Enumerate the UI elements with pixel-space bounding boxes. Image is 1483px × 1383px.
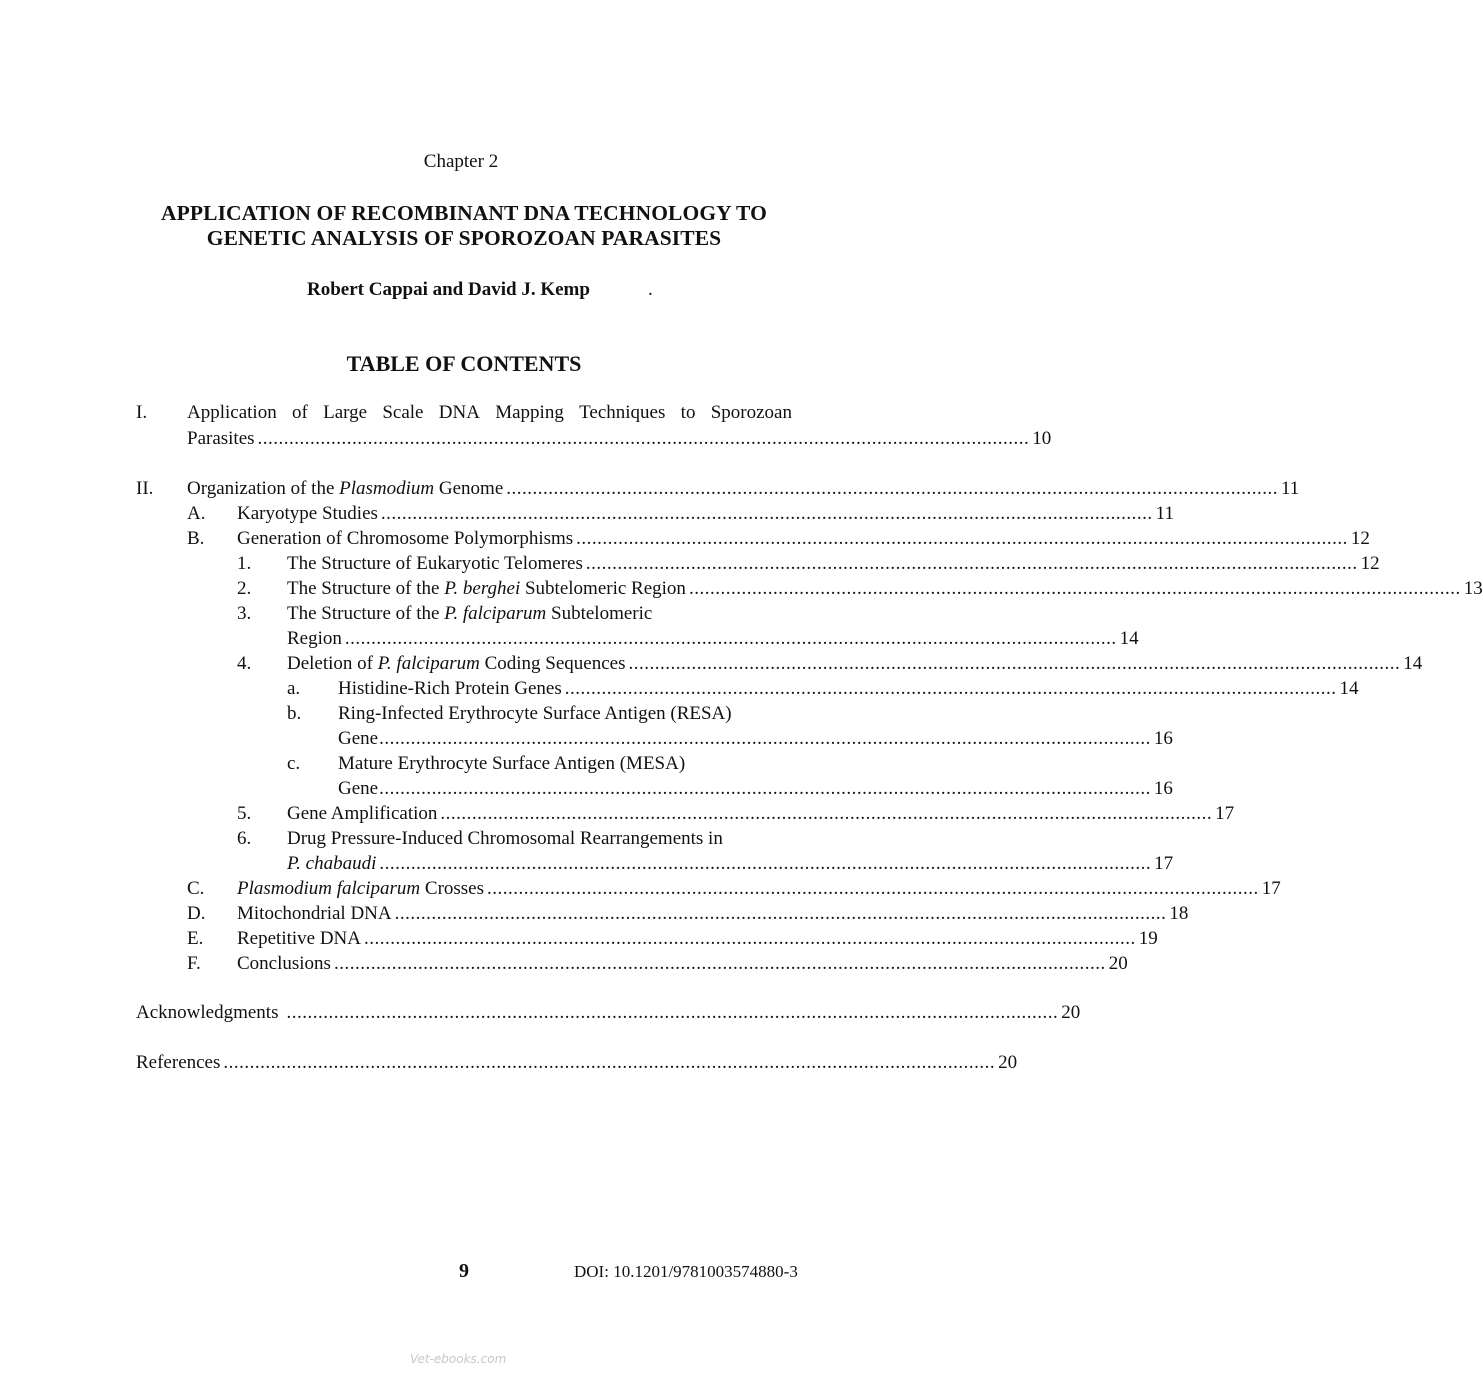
toc-entry-B4 xyxy=(237,651,1423,676)
watermark: Vet-ebooks.com xyxy=(410,1352,507,1366)
toc-text: Deletion of P. falciparum Coding Sequences xyxy=(287,653,626,674)
toc-number: B. xyxy=(187,528,205,549)
toc-text: Repetitive DNA xyxy=(237,928,362,949)
toc-entry-E xyxy=(187,926,1158,951)
toc-page: 16 xyxy=(1153,778,1173,799)
toc-page: 20 xyxy=(1061,1002,1081,1023)
leader-dots: ................................................................................................................................................... xyxy=(688,578,1461,599)
toc-number: 3. xyxy=(237,603,252,624)
toc-number: C. xyxy=(187,878,205,899)
toc-entry-B2 xyxy=(237,576,1483,601)
toc-text: Parasites xyxy=(187,428,255,449)
toc-number: II. xyxy=(136,478,154,499)
toc-number: 4. xyxy=(237,653,252,674)
toc-number: 2. xyxy=(237,578,252,599)
chapter-title-line2: GENETIC ANALYSIS OF SPOROZOAN PARASITES xyxy=(206,226,722,250)
toc-text: Drug Pressure-Induced Chromosomal Rearrangements in xyxy=(287,828,723,849)
toc-entry-I xyxy=(136,400,792,425)
toc-entry-B1 xyxy=(237,551,1380,576)
toc-page: 14 xyxy=(1403,653,1423,674)
toc-text: Mature Erythrocyte Surface Antigen (MESA) xyxy=(338,753,686,774)
leader-dots: ................................................................................................................................................... xyxy=(585,553,1358,574)
toc-word: Application xyxy=(187,402,277,423)
leader-dots: ................................................................................................................................................... xyxy=(364,928,1136,949)
toc-text: The Structure of Eukaryotic Telomeres xyxy=(287,553,583,574)
toc-word: of xyxy=(291,402,308,423)
chapter-title-line1: APPLICATION OF RECOMBINANT DNA TECHNOLOGY TO xyxy=(161,201,767,225)
leader-dots: ................................................................................................................................................... xyxy=(379,853,1152,874)
toc-text: Gene Amplification xyxy=(287,803,438,824)
toc-page: 17 xyxy=(1154,853,1174,874)
toc-page: 12 xyxy=(1360,553,1380,574)
toc-entry-D xyxy=(187,901,1189,926)
toc-entry-B4c-cont xyxy=(338,776,1173,801)
toc-word: Large xyxy=(323,402,368,423)
toc-word: Sporozoan xyxy=(710,402,792,423)
toc-number: a. xyxy=(287,678,301,699)
page-number: 9 xyxy=(459,1260,469,1282)
leader-dots: ................................................................................................................................................... xyxy=(333,953,1106,974)
leader-dots: ................................................................................................................................................... xyxy=(223,1052,996,1073)
leader-dots: ................................................................................................................................................... xyxy=(628,653,1401,674)
toc-page: 18 xyxy=(1169,903,1189,924)
toc-text: Generation of Chromosome Polymorphisms xyxy=(237,528,574,549)
leader-dots: ................................................................................................................................................... xyxy=(394,903,1167,924)
toc-entry-B4b-cont xyxy=(338,726,1173,751)
toc-entry-B6 xyxy=(237,826,792,851)
toc-entry-B3-cont xyxy=(287,626,1139,651)
toc-page: 17 xyxy=(1215,803,1235,824)
toc-text: The Structure of the P. falciparum Subtelomeric xyxy=(287,603,653,624)
toc-text: Conclusions xyxy=(237,953,331,974)
toc-page: 13 xyxy=(1463,578,1483,599)
toc-number: A. xyxy=(187,503,206,524)
toc-entry-B6-cont xyxy=(287,851,1174,876)
toc-text: References xyxy=(136,1052,221,1073)
toc-page: 10 xyxy=(1032,428,1052,449)
toc-page: 19 xyxy=(1138,928,1158,949)
leader-dots: ................................................................................................................................................... xyxy=(380,503,1153,524)
leader-dots: ................................................................................................................................................... xyxy=(564,678,1337,699)
toc-page: 20 xyxy=(1108,953,1128,974)
leader-dots: ................................................................................................................................................... xyxy=(286,1002,1059,1023)
toc-page: 20 xyxy=(998,1052,1018,1073)
toc-number: 1. xyxy=(237,553,252,574)
toc-entry-B4a xyxy=(287,676,1359,701)
chapter-label: Chapter 2 xyxy=(423,151,499,172)
toc-word: Techniques xyxy=(579,402,666,423)
toc-text: Gene xyxy=(338,778,379,799)
toc-entry-B3 xyxy=(237,601,792,626)
leader-dots: ................................................................................................................................................... xyxy=(379,728,1151,749)
toc-text: P. chabaudi xyxy=(287,853,377,874)
toc-entry-B5 xyxy=(237,801,1235,826)
toc-number: E. xyxy=(187,928,204,949)
toc-text xyxy=(187,400,792,425)
toc-entry-B xyxy=(187,526,1370,551)
toc-text: Karyotype Studies xyxy=(237,503,378,524)
toc-number: 6. xyxy=(237,828,252,849)
toc-entry-acknowledgments xyxy=(136,1000,1081,1025)
toc-number: c. xyxy=(287,753,301,774)
toc-word: to xyxy=(680,402,696,423)
toc-number: F. xyxy=(187,953,201,974)
toc-number: D. xyxy=(187,903,206,924)
toc-text: Gene xyxy=(338,728,379,749)
leader-dots: ................................................................................................................................................... xyxy=(440,803,1213,824)
toc-word: Mapping xyxy=(495,402,564,423)
toc-page: 14 xyxy=(1339,678,1359,699)
toc-page: 16 xyxy=(1153,728,1173,749)
toc-number: b. xyxy=(287,703,302,724)
toc-text: Mitochondrial DNA xyxy=(237,903,392,924)
toc-word: DNA xyxy=(438,402,480,423)
toc-page: 11 xyxy=(1155,503,1174,524)
toc-text: Plasmodium falciparum Crosses xyxy=(237,878,485,899)
toc-entry-B4b xyxy=(287,701,792,726)
toc-page: 14 xyxy=(1119,628,1139,649)
toc-word: Scale xyxy=(382,402,424,423)
toc-text: Organization of the Plasmodium Genome xyxy=(187,478,504,499)
toc-page: 11 xyxy=(1281,478,1300,499)
leader-dots: ................................................................................................................................................... xyxy=(344,628,1117,649)
leader-dots: ................................................................................................................................................... xyxy=(576,528,1348,549)
doi: DOI: 10.1201/9781003574880-3 xyxy=(574,1262,798,1281)
toc-text: The Structure of the P. berghei Subtelomeric Region xyxy=(287,578,686,599)
toc-page: 17 xyxy=(1261,878,1281,899)
toc-page: 12 xyxy=(1350,528,1370,549)
toc-text: Acknowledgments xyxy=(136,1002,279,1023)
toc-entry-references xyxy=(136,1050,1018,1075)
toc-entry-B4c xyxy=(287,751,792,776)
leader-dots: ................................................................................................................................................... xyxy=(257,428,1030,449)
toc-number: 5. xyxy=(237,803,252,824)
toc-entry-F xyxy=(187,951,1128,976)
toc-text: Histidine-Rich Protein Genes xyxy=(338,678,562,699)
toc-number: I. xyxy=(136,402,148,423)
leader-dots: ................................................................................................................................................... xyxy=(506,478,1279,499)
toc-entry-A xyxy=(187,501,1174,526)
leader-dots: ................................................................................................................................................... xyxy=(379,778,1151,799)
stray-mark: . xyxy=(648,279,653,300)
toc-entry-C xyxy=(187,876,1281,901)
toc-text: Ring-Infected Erythrocyte Surface Antigen (RESA) xyxy=(338,703,732,724)
toc-entry-II xyxy=(136,476,1300,501)
leader-dots: ................................................................................................................................................... xyxy=(487,878,1259,899)
toc-heading: TABLE OF CONTENTS xyxy=(346,351,582,376)
toc-entry-I-cont xyxy=(187,426,1052,451)
toc-text: Region xyxy=(287,628,342,649)
authors: Robert Cappai and David J. Kemp xyxy=(307,279,590,300)
